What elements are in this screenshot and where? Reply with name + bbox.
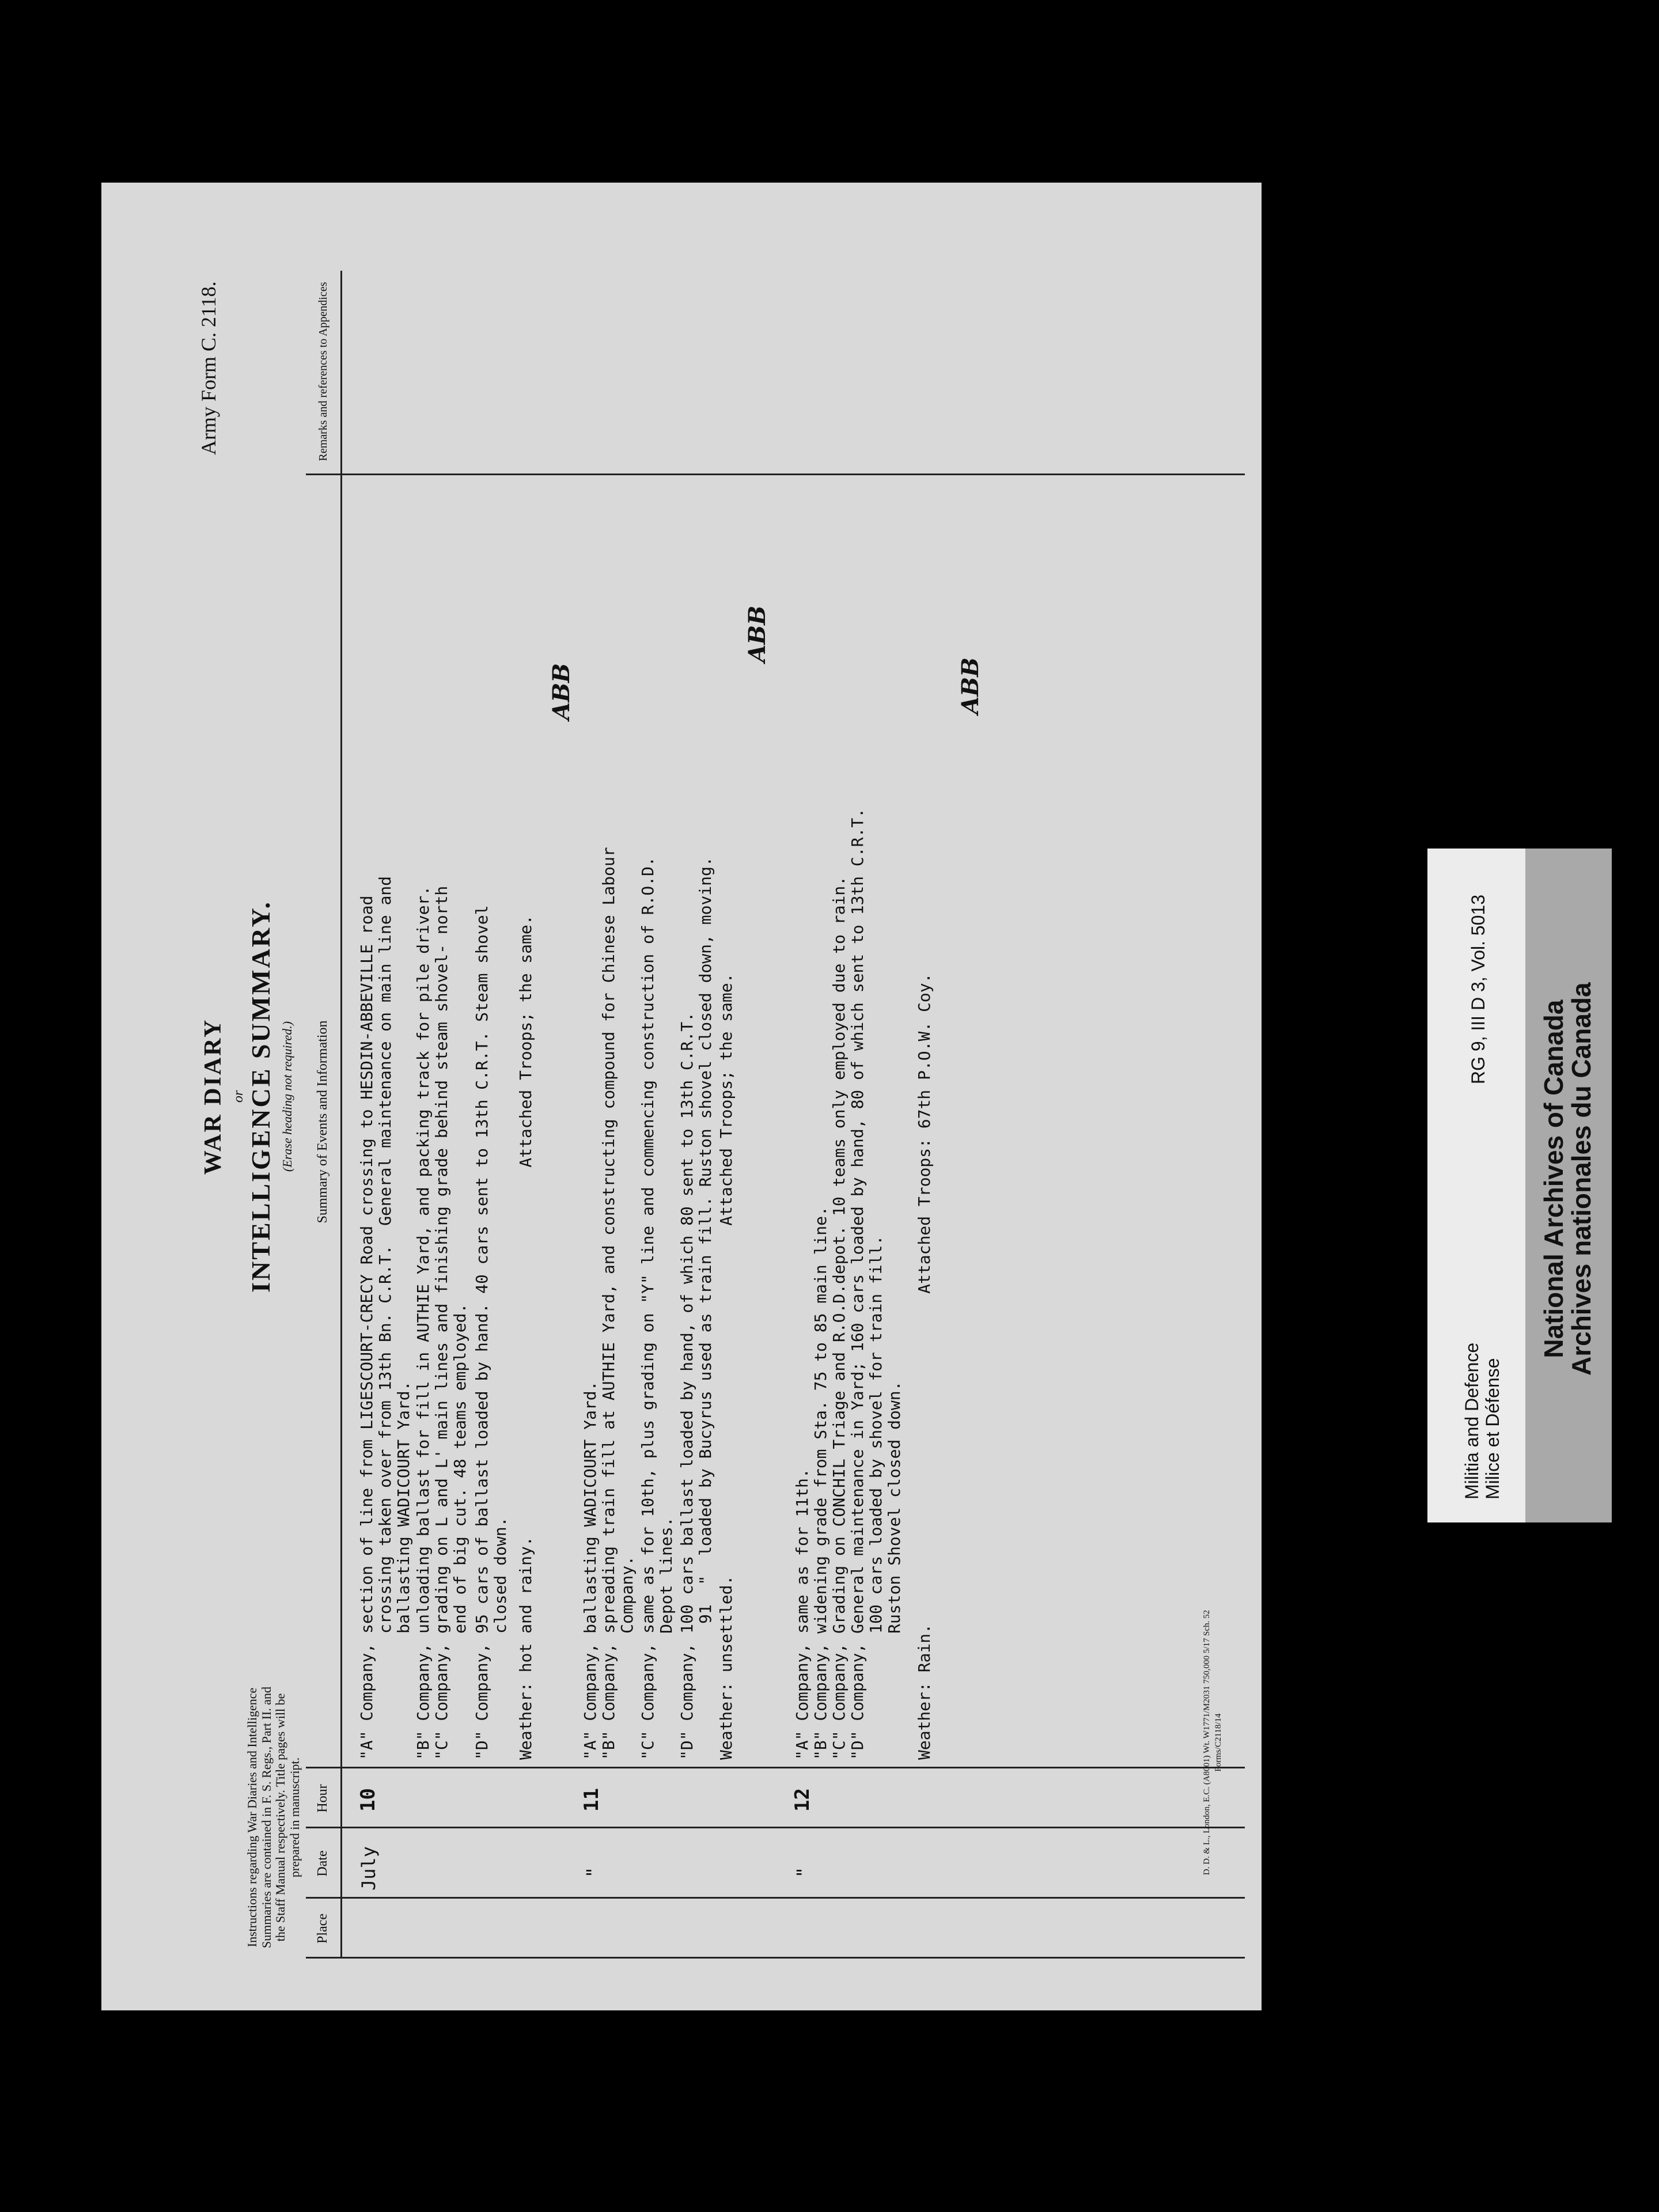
summary-line: 91 " loaded by Bucyrus used as train fill. Ruston shovel closed down, moving. xyxy=(696,857,715,1760)
summary-line: "D" Company, General maintenance in Yard; 160 cars loaded by hand, 80 of which sent to 13th C.R.T. xyxy=(848,808,867,1760)
rule-place-date xyxy=(306,1897,1245,1899)
nac-fr: Archives nationales du Canada xyxy=(1566,982,1597,1376)
summary-line: closed down. xyxy=(491,1517,510,1760)
summary-line: "B" Company, unloading ballast for fill in AUTHIE Yard, and packing track for pile driver. xyxy=(414,885,433,1760)
summary-line: "A" Company, same as for 11th. xyxy=(793,1468,812,1760)
title-intelligence-summary: INTELLIGENCE SUMMARY. xyxy=(246,900,275,1293)
summary-line: "C" Company, Grading on CONCHIL Triage and R.O.D.depot. 10 teams only employed due to rain. xyxy=(830,876,849,1760)
summary-line: Company. xyxy=(618,1555,637,1760)
instructions-note: Instructions regarding War Diaries and Intelligence Summaries are contained in F. S. Regs., Part II. and the Staff Manual respectively. Title pages will be prepared in manuscript. xyxy=(245,1686,302,1949)
archive-label xyxy=(1427,849,1612,1522)
militia-defence xyxy=(1462,1343,1503,1499)
summary-line: "B" Company, widening grade from Sta. 75 to 85 main line. xyxy=(811,1206,830,1760)
erase-heading-note: (Erase heading not required.) xyxy=(280,1021,294,1172)
rule-summary-remarks xyxy=(306,474,1245,475)
entry-date: " xyxy=(793,1866,815,1878)
militia-en: Militia and Defence xyxy=(1461,1342,1482,1499)
table-border-left xyxy=(306,1957,1245,1959)
title-war-diary: WAR DIARY xyxy=(200,1018,226,1175)
handwritten-initials: ABB xyxy=(957,657,984,714)
col-summary: Summary of Events and Information xyxy=(315,1020,331,1224)
form-number: Army Form C. 2118. xyxy=(197,281,220,455)
archives-name xyxy=(1540,982,1596,1376)
militia-fr: Milice et Défense xyxy=(1482,1358,1503,1499)
title-or: or xyxy=(231,1090,246,1103)
printer-imprint: D. D. & L., London, E.C. (A8001) Wt. W1771/M2031 750,000 5/17 Sch. 52 Forms/C2118/14 xyxy=(1202,1609,1223,1876)
entry-date: July xyxy=(358,1846,380,1891)
archive-reference: RG 9, III D 3, Vol. 5013 xyxy=(1468,895,1488,1085)
summary-line: Ruston Shovel closed down. xyxy=(885,1381,904,1760)
nac-en: National Archives of Canada xyxy=(1539,999,1569,1358)
entry-hour: 11 xyxy=(580,1788,603,1812)
rule-date-hour xyxy=(306,1827,1245,1828)
summary-line: end of big cut. 48 teams employed. xyxy=(450,1303,469,1760)
col-remarks: Remarks and references to Appendices xyxy=(316,282,329,461)
summary-line: "C" Company, grading on L and L' main lines and finishing grade behind steam shovel- north xyxy=(432,885,451,1760)
col-hour: Hour xyxy=(315,1784,331,1813)
entry-hour: 10 xyxy=(357,1788,380,1812)
summary-line: "D" Company, 95 cars of ballast loaded by hand. 40 cars sent to 13th C.R.T. Steam shovel xyxy=(472,905,491,1760)
handwritten-initials: ABB xyxy=(548,663,575,720)
handwritten-initials: ABB xyxy=(744,605,771,662)
summary-line: "B" Company, spreading train fill at AUTHIE Yard, and constructing compound for Chinese Labour xyxy=(599,847,618,1760)
war-diary-sheet xyxy=(101,183,1262,2010)
col-place: Place xyxy=(315,1914,331,1944)
archive-label-content xyxy=(1427,849,1612,1522)
summary-line: Weather: unsettled. Attached Troops; the same. xyxy=(717,973,736,1760)
summary-line: Weather: hot and rainy. Attached Troops; the same. xyxy=(516,915,535,1760)
header-rule xyxy=(340,271,342,1959)
entry-date: " xyxy=(582,1866,604,1878)
summary-line: ballasting WADICOURT Yard. xyxy=(394,1381,413,1760)
sheet-content xyxy=(101,183,1262,2010)
summary-line: "A" Company, ballasting WADICOURT Yard. xyxy=(581,1381,600,1760)
summary-line: "D" Company, 100 cars ballast loaded by hand, of which 80 sent to 13th C.R.T. xyxy=(677,1012,696,1760)
col-date: Date xyxy=(315,1850,331,1877)
diary-table xyxy=(306,271,1245,1959)
summary-line: "A" Company, section of line from LIGESCOURT-CRECY Road crossing to HESDIN-ABBEVILLE road xyxy=(357,895,376,1760)
summary-line: crossing taken over from 13th Bn. C.R.T. General maintenance on main line and xyxy=(376,876,395,1760)
summary-line: Weather: Rain. Attached Troops: 67th P.O.W. Coy. xyxy=(915,973,934,1760)
summary-line: "C" Company, same as for 10th, plus grading on "Y" line and commencing construction of R.O.D. xyxy=(638,857,657,1760)
summary-line: 100 cars loaded by shovel for train fill. xyxy=(866,1235,885,1760)
summary-line: Depot lines. xyxy=(657,1517,676,1760)
rule-hour-summary xyxy=(306,1767,1245,1768)
entry-hour: 12 xyxy=(791,1788,814,1812)
